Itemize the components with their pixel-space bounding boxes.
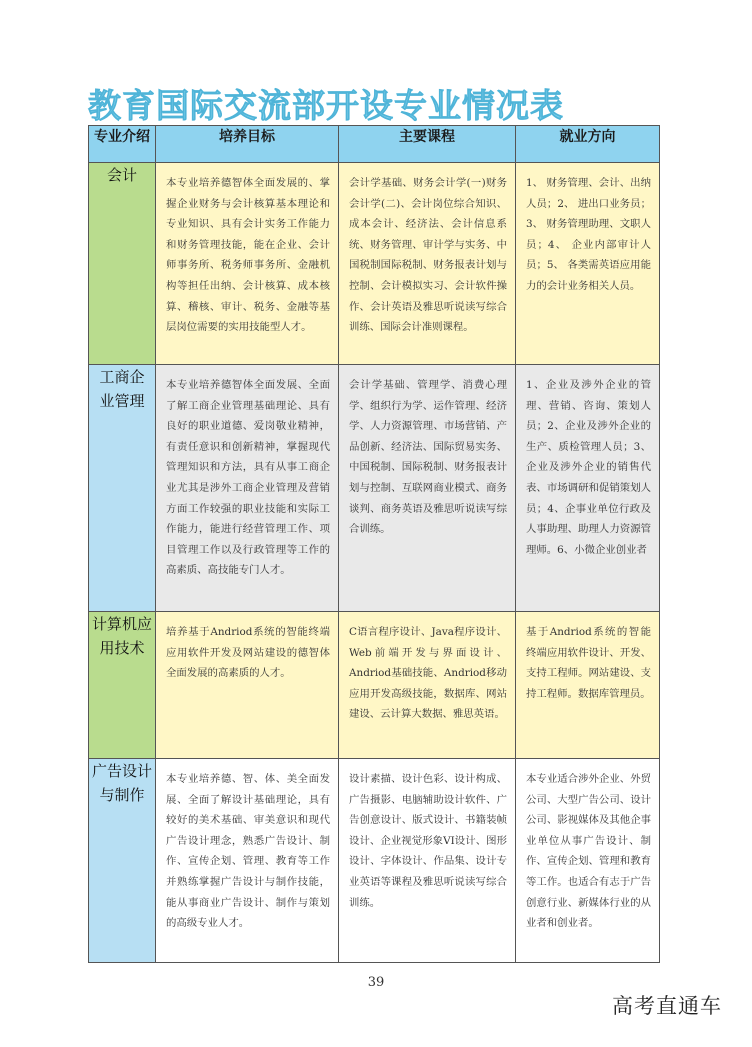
major-name: 工商企业管理 bbox=[89, 365, 156, 612]
table-row-computer-application bbox=[89, 612, 660, 759]
page-title: 教育国际交流部开设专业情况表 bbox=[88, 86, 564, 125]
jobs-cell: 本专业适合涉外企业、外贸公司、大型广告公司、设计公司、影视媒体及其他企事业单位从事广告设计、制作、宣传企划、管理和教育等工作。也适合有志于广告创意行业、新媒体行业的从业者和创业者。 bbox=[516, 759, 660, 963]
courses-cell: 会计学基础、财务会计学(一)财务会计学(二)、会计岗位综合知识、成本会计、经济法、会计信息系统、财务管理、审计学与实务、中国税制国际税制、财务报表计划与控制、会计模拟实习、会计软件操作、会计英语及雅思听说读写综合训练、国际会计准则课程。 bbox=[339, 163, 516, 365]
table-row-business-management bbox=[89, 365, 660, 612]
watermark-text: 高考直通车 bbox=[612, 994, 722, 1018]
header-training-goal: 培养目标 bbox=[156, 126, 339, 163]
jobs-cell: 基于Andriod系统的智能终端应用软件设计、开发、支持工程师。网站建设、支持工程师。数据库管理员。 bbox=[516, 612, 660, 759]
major-name: 计算机应用技术 bbox=[89, 612, 156, 759]
header-employment: 就业方向 bbox=[516, 126, 660, 163]
header-main-courses: 主要课程 bbox=[339, 126, 516, 163]
table-header-row bbox=[89, 126, 660, 163]
table-row-advertising-design bbox=[89, 759, 660, 963]
page-number: 39 bbox=[367, 975, 385, 990]
major-name: 会计 bbox=[89, 163, 156, 365]
goal-cell: 本专业培养德智体全面发展的、掌握企业财务与会计核算基本理论和专业知识、具有会计实务工作能力和财务管理技能，能在企业、会计师事务所、税务师事务所、金融机构等担任出纳、会计核算、成本核算、稽核、审计、税务、金融等基层岗位需要的实用技能型人才。 bbox=[156, 163, 339, 365]
goal-cell: 本专业培养德智体全面发展、全面了解工商企业管理基础理论、具有良好的职业道德、爱岗敬业精神，有责任意识和创新精神，掌握现代管理知识和方法，具有从事工商企业尤其是涉外工商企业管理及营销方面工作较强的职业技能和实际工作能力，能进行经营管理工作、项目管理工作以及行政管理等工作的高素质、高技能专门人才。 bbox=[156, 365, 339, 612]
majors-table bbox=[88, 125, 660, 963]
courses-cell: 会计学基础、管理学、消费心理学、组织行为学、运作管理、经济学、人力资源管理、市场营销、产品创新、经济法、国际贸易实务、中国税制、国际税制、财务报表计划与控制、互联网商业模式、商务谈判、商务英语及雅思听说读写综合训练。 bbox=[339, 365, 516, 612]
header-major-intro: 专业介绍 bbox=[89, 126, 156, 163]
courses-cell: 设计素描、设计色彩、设计构成、广告摄影、电脑辅助设计软件、广告创意设计、版式设计、书籍装帧设计、企业视觉形象VI设计、图形设计、字体设计、作品集、设计专业英语等课程及雅思听说读写综合训练。 bbox=[339, 759, 516, 963]
jobs-cell: 1、 财务管理、会计、出纳人员；2、 进出口业务员；3、 财务管理助理、文职人员；4、 企业内部审计人员；5、 各类需英语应用能力的会计业务相关人员。 bbox=[516, 163, 660, 365]
major-name: 广告设计与制作 bbox=[89, 759, 156, 963]
table-row-accounting bbox=[89, 163, 660, 365]
goal-cell: 培养基于Andriod系统的智能终端应用软件开发及网站建设的德智体全面发展的高素质的人才。 bbox=[156, 612, 339, 759]
goal-cell: 本专业培养德、智、体、美全面发展、全面了解设计基础理论，具有较好的美术基础、审美意识和现代广告设计理念，熟悉广告设计、制作、宣传企划、管理、教育等工作并熟练掌握广告设计与制作技能，能从事商业广告设计、制作与策划的高级专业人才。 bbox=[156, 759, 339, 963]
courses-cell: C语言程序设计、Java程序设计、Web前端开发与界面设计、Andriod基础技能、Andriod移动应用开发高级技能，数据库、网站建设、云计算大数据、雅思英语。 bbox=[339, 612, 516, 759]
jobs-cell: 1、企业及涉外企业的管理、营销、咨询、策划人员；2、企业及涉外企业的生产、质检管理人员；3、企业及涉外企业的销售代表、市场调研和促销策划人员；4、企事业单位行政及人事助理、助理人力资源管理师。6、小微企业创业者 bbox=[516, 365, 660, 612]
